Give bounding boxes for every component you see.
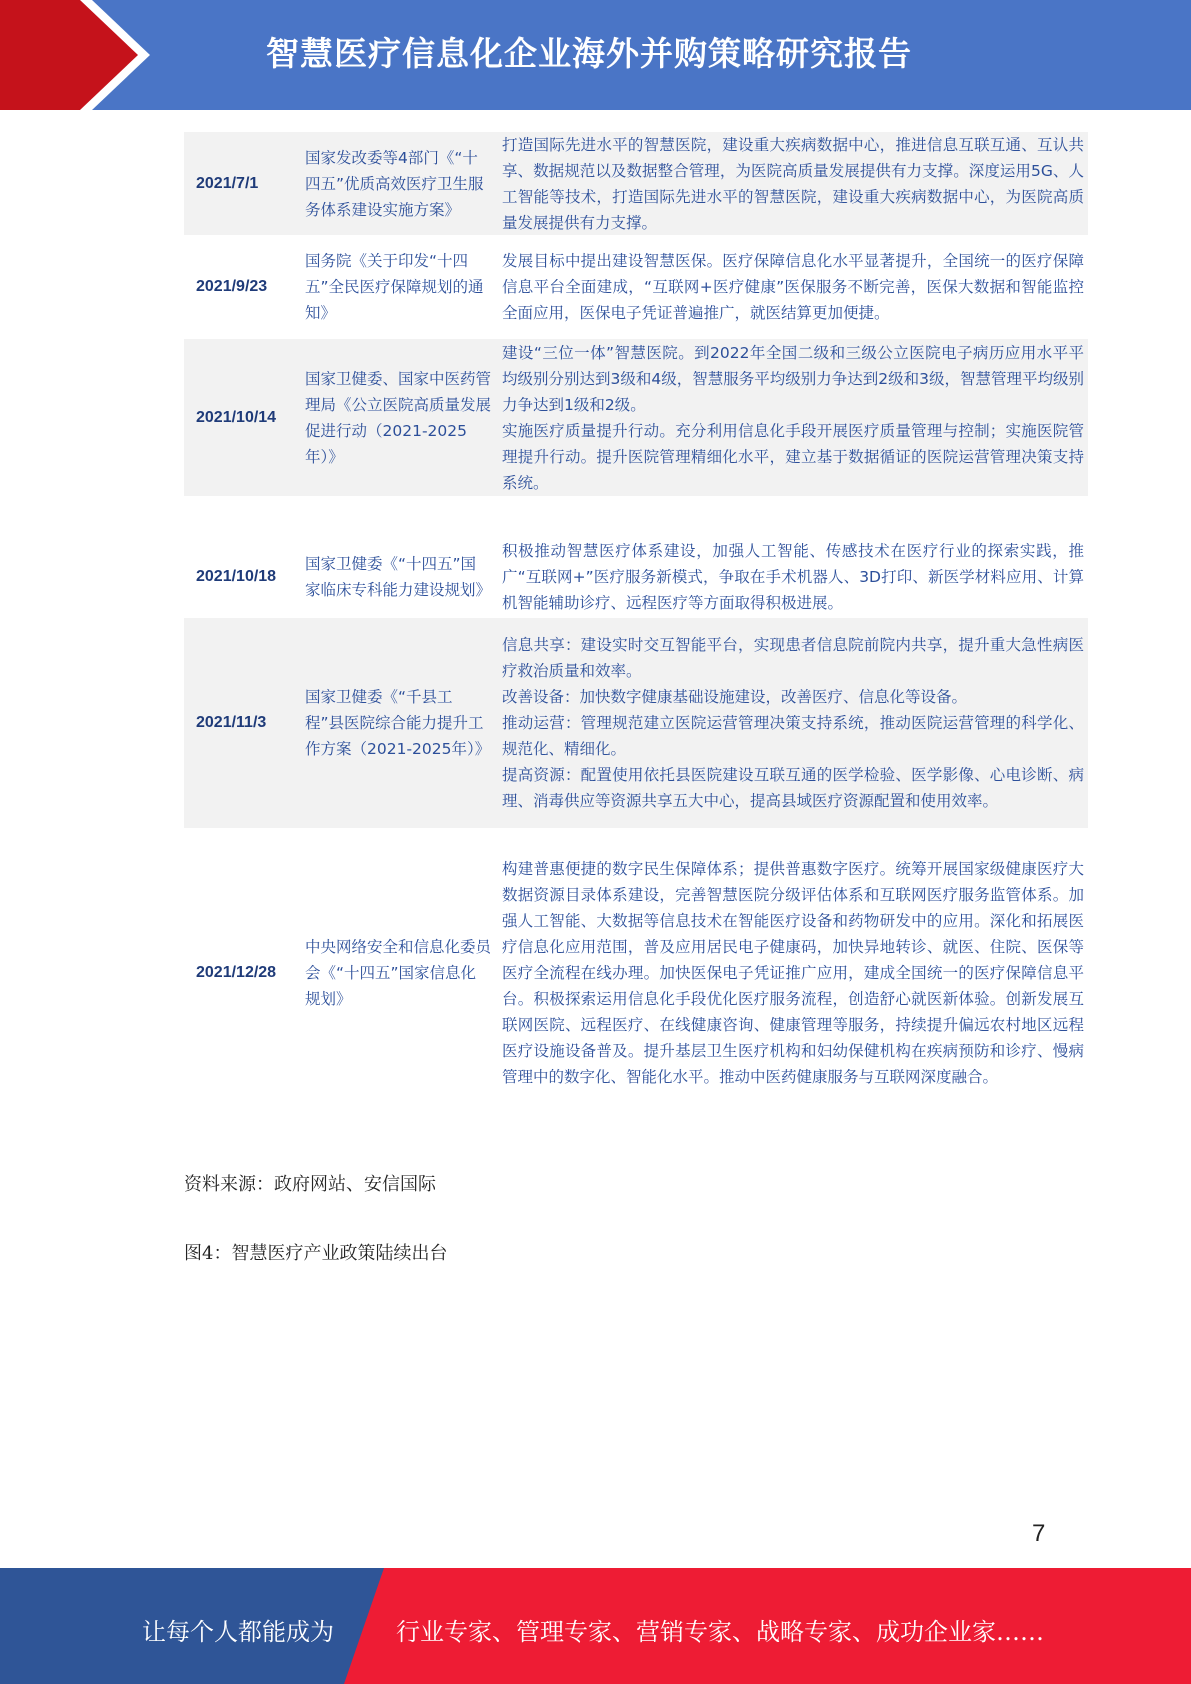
page-number: 7 — [1032, 1520, 1046, 1547]
policy-document: 国务院《关于印发“十四五”全民医疗保障规划的通知》 — [305, 252, 484, 322]
policy-table — [184, 132, 1088, 1118]
policy-date: 2021/12/28 — [196, 964, 277, 981]
policy-date: 2021/9/23 — [196, 278, 268, 295]
policy-content-paragraph: 实施医疗质量提升行动。充分利用信息化手段开展医疗质量管理与控制；实施医院管理提升行动。提升医院管理精细化水平，建立基于数据循证的医院运营管理决策支持系统。 — [502, 421, 1084, 492]
policy-date: 2021/11/3 — [196, 714, 267, 731]
policy-content-paragraph: 信息共享：建设实时交互智能平台，实现患者信息院前院内共享，提升重大急性病医疗救治质量和效率。 — [502, 636, 1084, 680]
page-header — [0, 0, 1191, 110]
policy-content — [499, 538, 1088, 616]
policy-document: 国家卫健委《“千县工程”县医院综合能力提升工作方案（2021-2025年）》 — [305, 688, 491, 758]
policy-content — [499, 248, 1088, 326]
policy-document: 国家卫健委、国家中医药管理局《公立医院高质量发展促进行动（2021-2025年）》 — [305, 369, 492, 466]
policy-content — [499, 340, 1088, 496]
table-row — [184, 339, 1088, 496]
policy-content-paragraph: 发展目标中提出建设智慧医保。医疗保障信息化水平显著提升，全国统一的医疗保障信息平台全面建成，“互联网+医疗健康”医保服务不断完善，医保大数据和智能监控全面应用，医保电子凭证普遍推广，就医结算更加便捷。 — [502, 252, 1084, 322]
policy-content-paragraph: 提高资源：配置使用依托县医院建设互联互通的医学检验、医学影像、心电诊断、病理、消毒供应等资源共享五大中心，提高县域医疗资源配置和使用效率。 — [502, 766, 1084, 810]
table-row — [184, 235, 1088, 339]
table-row — [184, 536, 1088, 618]
figure-caption: 图4：智慧医疗产业政策陆续出台 — [184, 1243, 448, 1264]
policy-content-paragraph: 构建普惠便捷的数字民生保障体系；提供普惠数字医疗。统筹开展国家级健康医疗大数据资源目录体系建设，完善智慧医院分级评估体系和互联网医疗服务监管体系。加强人工智能、大数据等信息技术在智能医疗设备和药物研发中的应用。深化和拓展医疗信息化应用范围，普及应用居民电子健康码，加快异地转诊、就医、住院、医保等医疗全流程在线办理。加快医保电子凭证推广应用，建成全国统一的医疗保障信息平台。积极探索运用信息化手段优化医疗服务流程，创造舒心就医新体验。创新发展互联网医院、远程医疗、在线健康咨询、健康管理等服务，持续提升偏远农村地区远程医疗设施设备普及。提升基层卫生医疗机构和妇幼保健机构在疾病预防和诊疗、慢病管理中的数字化、智能化水平。推动中医药健康服务与互联网深度融合。 — [502, 860, 1084, 1086]
policy-content-paragraph: 建设“三位一体”智慧医院。到2022年全国二级和三级公立医院电子病历应用水平平均级别分别达到3级和4级，智慧服务平均级别力争达到2级和3级，智慧管理平均级别力争达到1级和2级。 — [502, 343, 1084, 414]
footer-slogan-right: 行业专家、管理专家、营销专家、战略专家、成功企业家…… — [396, 1618, 1044, 1646]
policy-document: 中央网络安全和信息化委员会《“十四五”国家信息化规划》 — [305, 938, 492, 1008]
table-row — [184, 618, 1088, 828]
policy-content-paragraph: 推动运营：管理规范建立医院运营管理决策支持系统，推动医院运营管理的科学化、规范化、精细化。 — [502, 714, 1084, 758]
policy-content — [499, 856, 1088, 1090]
policy-document: 国家发改委等4部门《“十四五”优质高效医疗卫生服务体系建设实施方案》 — [305, 148, 484, 219]
policy-date: 2021/10/18 — [196, 568, 277, 585]
table-row — [184, 828, 1088, 1118]
table-row — [184, 132, 1088, 235]
policy-content-paragraph: 改善设备：加快数字健康基础设施建设，改善医疗、信息化等设备。 — [502, 688, 968, 706]
policy-content-paragraph: 打造国际先进水平的智慧医院，建设重大疾病数据中心，推进信息互联互通、互认共享、数据规范以及数据整合管理，为医院高质量发展提供有力支撑。深度运用5G、人工智能等技术，打造国际先进水平的智慧医院，建设重大疾病数据中心，为医院高质量发展提供有力支撑。 — [502, 135, 1084, 232]
report-title: 智慧医疗信息化企业海外并购策略研究报告 — [266, 34, 912, 73]
table-page-gap — [184, 496, 1088, 536]
policy-date: 2021/7/1 — [196, 174, 259, 192]
source-note: 资料来源：政府网站、安信国际 — [184, 1174, 436, 1195]
policy-date: 2021/10/14 — [196, 408, 277, 426]
policy-content-paragraph: 积极推动智慧医疗体系建设，加强人工智能、传感技术在医疗行业的探索实践，推广“互联网+”医疗服务新模式，争取在手术机器人、3D打印、新医学材料应用、计算机智能辅助诊疗、远程医疗等方面取得积极进展。 — [502, 542, 1084, 612]
policy-document: 国家卫健委《“十四五”国家临床专科能力建设规划》 — [305, 555, 492, 599]
header-arrow-decoration — [0, 0, 150, 110]
policy-content — [499, 132, 1088, 236]
page-footer — [0, 1568, 1191, 1684]
footer-slogan-left: 让每个人都能成为 — [142, 1618, 334, 1646]
policy-content — [499, 632, 1088, 814]
